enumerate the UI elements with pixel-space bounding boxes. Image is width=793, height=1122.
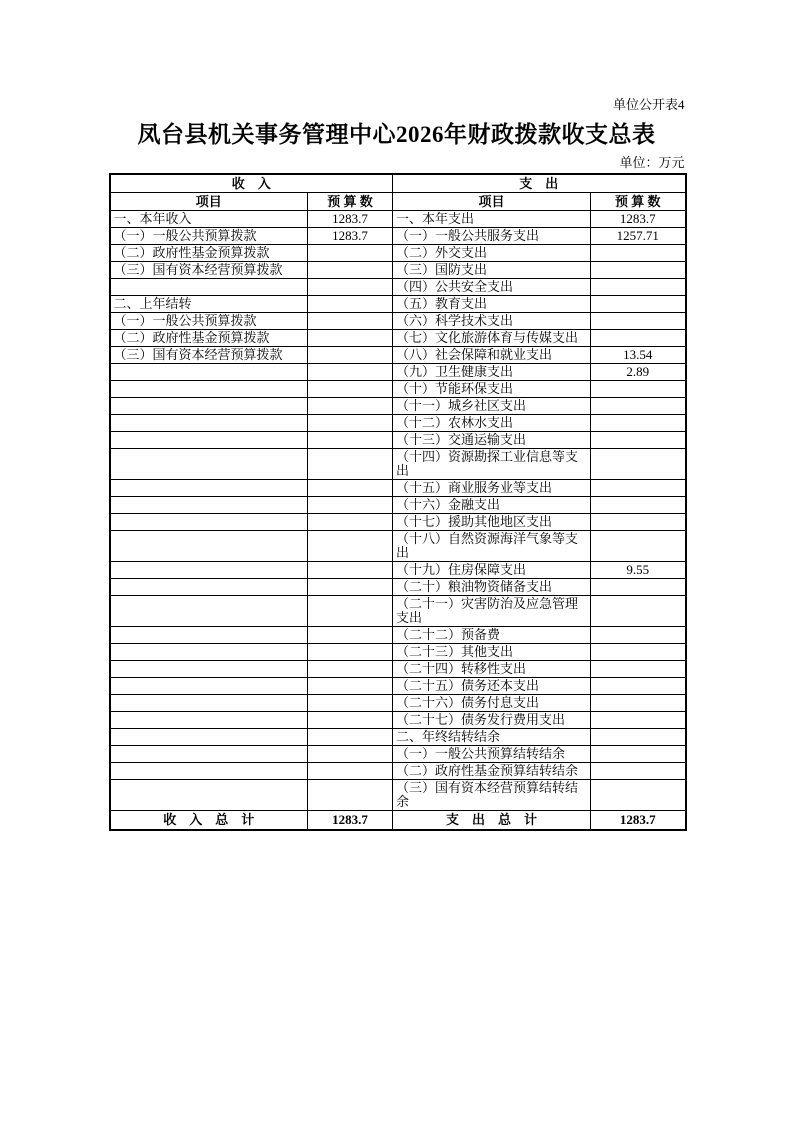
- income-item-cell: （二）政府性基金预算拨款: [110, 330, 308, 347]
- expense-budget-cell: [591, 661, 686, 678]
- expense-budget-cell: [591, 531, 686, 562]
- income-item-cell: [110, 746, 308, 763]
- income-item-cell: [110, 678, 308, 695]
- expense-item-cell: （一）一般公共服务支出: [393, 228, 591, 245]
- expense-budget-cell: [591, 449, 686, 480]
- income-budget-cell: [308, 364, 393, 381]
- expense-budget-col-header: 预 算 数: [591, 193, 686, 211]
- table-row: [110, 228, 686, 245]
- expense-item-cell: （二十三）其他支出: [393, 644, 591, 661]
- table-body: [110, 211, 686, 811]
- table-row: [110, 678, 686, 695]
- expense-budget-cell: [591, 279, 686, 296]
- income-budget-cell: [308, 313, 393, 330]
- expense-budget-cell: [591, 480, 686, 497]
- expense-item-cell: （二十二）预备费: [393, 627, 591, 644]
- income-item-cell: [110, 712, 308, 729]
- expense-budget-cell: [591, 313, 686, 330]
- expense-budget-cell: [591, 729, 686, 746]
- expense-item-cell: 二、年终结转结余: [393, 729, 591, 746]
- expense-group-header: 支 出: [393, 174, 686, 193]
- income-item-cell: [110, 480, 308, 497]
- expense-budget-cell: 9.55: [591, 562, 686, 579]
- income-item-col-header: 项目: [110, 193, 308, 211]
- expense-budget-cell: [591, 514, 686, 531]
- expense-budget-cell: [591, 712, 686, 729]
- income-budget-cell: 1283.7: [308, 211, 393, 228]
- expense-budget-cell: [591, 678, 686, 695]
- content-area: [109, 0, 685, 831]
- income-item-cell: （一）一般公共预算拨款: [110, 313, 308, 330]
- expense-budget-cell: [591, 763, 686, 780]
- table-row: [110, 398, 686, 415]
- income-budget-cell: [308, 712, 393, 729]
- expense-item-cell: （十七）援助其他地区支出: [393, 514, 591, 531]
- income-item-cell: （二）政府性基金预算拨款: [110, 245, 308, 262]
- expense-item-cell: （二十六）债务付息支出: [393, 695, 591, 712]
- expense-budget-cell: [591, 432, 686, 449]
- expense-budget-cell: [591, 596, 686, 627]
- expense-item-cell: （七）文化旅游体育与传媒支出: [393, 330, 591, 347]
- table-row: [110, 296, 686, 313]
- income-item-cell: [110, 449, 308, 480]
- page-title: 凤台县机关事务管理中心2026年财政拨款收支总表: [137, 122, 656, 147]
- income-item-cell: 一、本年收入: [110, 211, 308, 228]
- income-item-cell: （一）一般公共预算拨款: [110, 228, 308, 245]
- table-row: [110, 644, 686, 661]
- table-row: [110, 449, 686, 480]
- expense-budget-cell: [591, 415, 686, 432]
- income-budget-cell: [308, 330, 393, 347]
- table-row: [110, 596, 686, 627]
- income-budget-cell: [308, 746, 393, 763]
- expense-budget-cell: [591, 644, 686, 661]
- table-row: [110, 245, 686, 262]
- expense-item-cell: （八）社会保障和就业支出: [393, 347, 591, 364]
- income-budget-cell: [308, 763, 393, 780]
- table-row: [110, 262, 686, 279]
- expense-item-cell: （二十七）债务发行费用支出: [393, 712, 591, 729]
- income-item-cell: [110, 562, 308, 579]
- table-row: [110, 780, 686, 811]
- expense-item-cell: （三）国有资本经营预算结转结余: [393, 780, 591, 811]
- income-budget-cell: [308, 347, 393, 364]
- expense-item-cell: （二）外交支出: [393, 245, 591, 262]
- expense-budget-cell: 2.89: [591, 364, 686, 381]
- table-row: [110, 313, 686, 330]
- income-group-header: 收 入: [110, 174, 393, 193]
- expense-budget-cell: 1283.7: [591, 211, 686, 228]
- expense-budget-cell: [591, 780, 686, 811]
- expense-item-cell: （五）教育支出: [393, 296, 591, 313]
- expense-budget-cell: [591, 262, 686, 279]
- income-total-value: 1283.7: [308, 811, 393, 831]
- table-row: [110, 211, 686, 228]
- table-row: [110, 381, 686, 398]
- income-total-label: 收 入 总 计: [110, 811, 308, 831]
- income-item-cell: [110, 432, 308, 449]
- income-item-cell: [110, 627, 308, 644]
- income-item-cell: 二、上年结转: [110, 296, 308, 313]
- table-row: [110, 330, 686, 347]
- expense-budget-cell: [591, 245, 686, 262]
- income-budget-cell: [308, 780, 393, 811]
- expense-item-cell: （二十五）债务还本支出: [393, 678, 591, 695]
- income-item-cell: [110, 644, 308, 661]
- expense-item-cell: （十一）城乡社区支出: [393, 398, 591, 415]
- table-row: [110, 432, 686, 449]
- expense-item-cell: （十四）资源勘探工业信息等支出: [393, 449, 591, 480]
- expense-budget-cell: [591, 695, 686, 712]
- expense-total-value: 1283.7: [591, 811, 686, 831]
- income-budget-col-header: 预 算 数: [308, 193, 393, 211]
- income-budget-cell: [308, 415, 393, 432]
- table-row: [110, 531, 686, 562]
- table-row: [110, 514, 686, 531]
- table-row: [110, 364, 686, 381]
- table-row: [110, 415, 686, 432]
- income-budget-cell: [308, 678, 393, 695]
- expense-item-cell: 一、本年支出: [393, 211, 591, 228]
- income-item-cell: [110, 596, 308, 627]
- expense-item-cell: （十）节能环保支出: [393, 381, 591, 398]
- expense-item-cell: （二十四）转移性支出: [393, 661, 591, 678]
- expense-item-cell: （十八）自然资源海洋气象等支出: [393, 531, 591, 562]
- expense-item-cell: （三）国防支出: [393, 262, 591, 279]
- income-budget-cell: [308, 449, 393, 480]
- income-budget-cell: [308, 644, 393, 661]
- income-item-cell: [110, 763, 308, 780]
- table-row: [110, 562, 686, 579]
- income-budget-cell: [308, 381, 393, 398]
- expense-item-cell: （十九）住房保障支出: [393, 562, 591, 579]
- expense-total-label: 支 出 总 计: [393, 811, 591, 831]
- income-budget-cell: [308, 596, 393, 627]
- income-budget-cell: [308, 398, 393, 415]
- doc-label: 单位公开表4: [612, 97, 685, 112]
- income-item-cell: [110, 381, 308, 398]
- table-row: [110, 661, 686, 678]
- income-item-cell: [110, 415, 308, 432]
- expense-budget-cell: [591, 296, 686, 313]
- income-item-cell: [110, 729, 308, 746]
- income-item-cell: [110, 531, 308, 562]
- expense-budget-cell: [591, 746, 686, 763]
- income-budget-cell: [308, 514, 393, 531]
- table-row: [110, 746, 686, 763]
- expense-budget-cell: [591, 330, 686, 347]
- expense-item-cell: （二十一）灾害防治及应急管理支出: [393, 596, 591, 627]
- income-budget-cell: [308, 480, 393, 497]
- expense-budget-cell: [591, 497, 686, 514]
- income-item-cell: [110, 579, 308, 596]
- income-budget-cell: [308, 627, 393, 644]
- total-row: [110, 811, 686, 831]
- expense-item-cell: （十五）商业服务业等支出: [393, 480, 591, 497]
- table-row: [110, 627, 686, 644]
- expense-budget-cell: [591, 398, 686, 415]
- income-budget-cell: [308, 497, 393, 514]
- table-row: [110, 497, 686, 514]
- table-footer: [110, 811, 686, 831]
- expense-item-cell: （十六）金融支出: [393, 497, 591, 514]
- expense-item-col-header: 项目: [393, 193, 591, 211]
- expense-budget-cell: [591, 627, 686, 644]
- group-header-row: [110, 174, 686, 193]
- income-item-cell: [110, 695, 308, 712]
- income-budget-cell: [308, 279, 393, 296]
- income-budget-cell: 1283.7: [308, 228, 393, 245]
- column-header-row: [110, 193, 686, 211]
- table-row: [110, 712, 686, 729]
- table-header: [110, 174, 686, 211]
- income-budget-cell: [308, 531, 393, 562]
- budget-table: [109, 173, 687, 831]
- table-row: [110, 729, 686, 746]
- income-budget-cell: [308, 296, 393, 313]
- income-item-cell: [110, 780, 308, 811]
- income-item-cell: [110, 497, 308, 514]
- income-item-cell: [110, 279, 308, 296]
- table-row: [110, 347, 686, 364]
- income-budget-cell: [308, 729, 393, 746]
- income-budget-cell: [308, 262, 393, 279]
- income-item-cell: [110, 364, 308, 381]
- expense-item-cell: （四）公共安全支出: [393, 279, 591, 296]
- income-budget-cell: [308, 579, 393, 596]
- income-budget-cell: [308, 562, 393, 579]
- unit-note: 单位：万元: [619, 155, 685, 170]
- income-item-cell: （三）国有资本经营预算拨款: [110, 347, 308, 364]
- expense-item-cell: （二十）粮油物资储备支出: [393, 579, 591, 596]
- table-row: [110, 279, 686, 296]
- income-item-cell: [110, 661, 308, 678]
- expense-item-cell: （十二）农林水支出: [393, 415, 591, 432]
- expense-item-cell: （一）一般公共预算结转结余: [393, 746, 591, 763]
- expense-budget-cell: 13.54: [591, 347, 686, 364]
- income-item-cell: [110, 398, 308, 415]
- income-item-cell: （三）国有资本经营预算拨款: [110, 262, 308, 279]
- expense-budget-cell: [591, 381, 686, 398]
- table-row: [110, 480, 686, 497]
- income-budget-cell: [308, 432, 393, 449]
- expense-item-cell: （二）政府性基金预算结转结余: [393, 763, 591, 780]
- table-row: [110, 695, 686, 712]
- income-budget-cell: [308, 661, 393, 678]
- expense-budget-cell: 1257.71: [591, 228, 686, 245]
- table-row: [110, 763, 686, 780]
- expense-item-cell: （九）卫生健康支出: [393, 364, 591, 381]
- income-budget-cell: [308, 245, 393, 262]
- table-row: [110, 579, 686, 596]
- expense-item-cell: （十三）交通运输支出: [393, 432, 591, 449]
- income-budget-cell: [308, 695, 393, 712]
- expense-budget-cell: [591, 579, 686, 596]
- expense-item-cell: （六）科学技术支出: [393, 313, 591, 330]
- income-item-cell: [110, 514, 308, 531]
